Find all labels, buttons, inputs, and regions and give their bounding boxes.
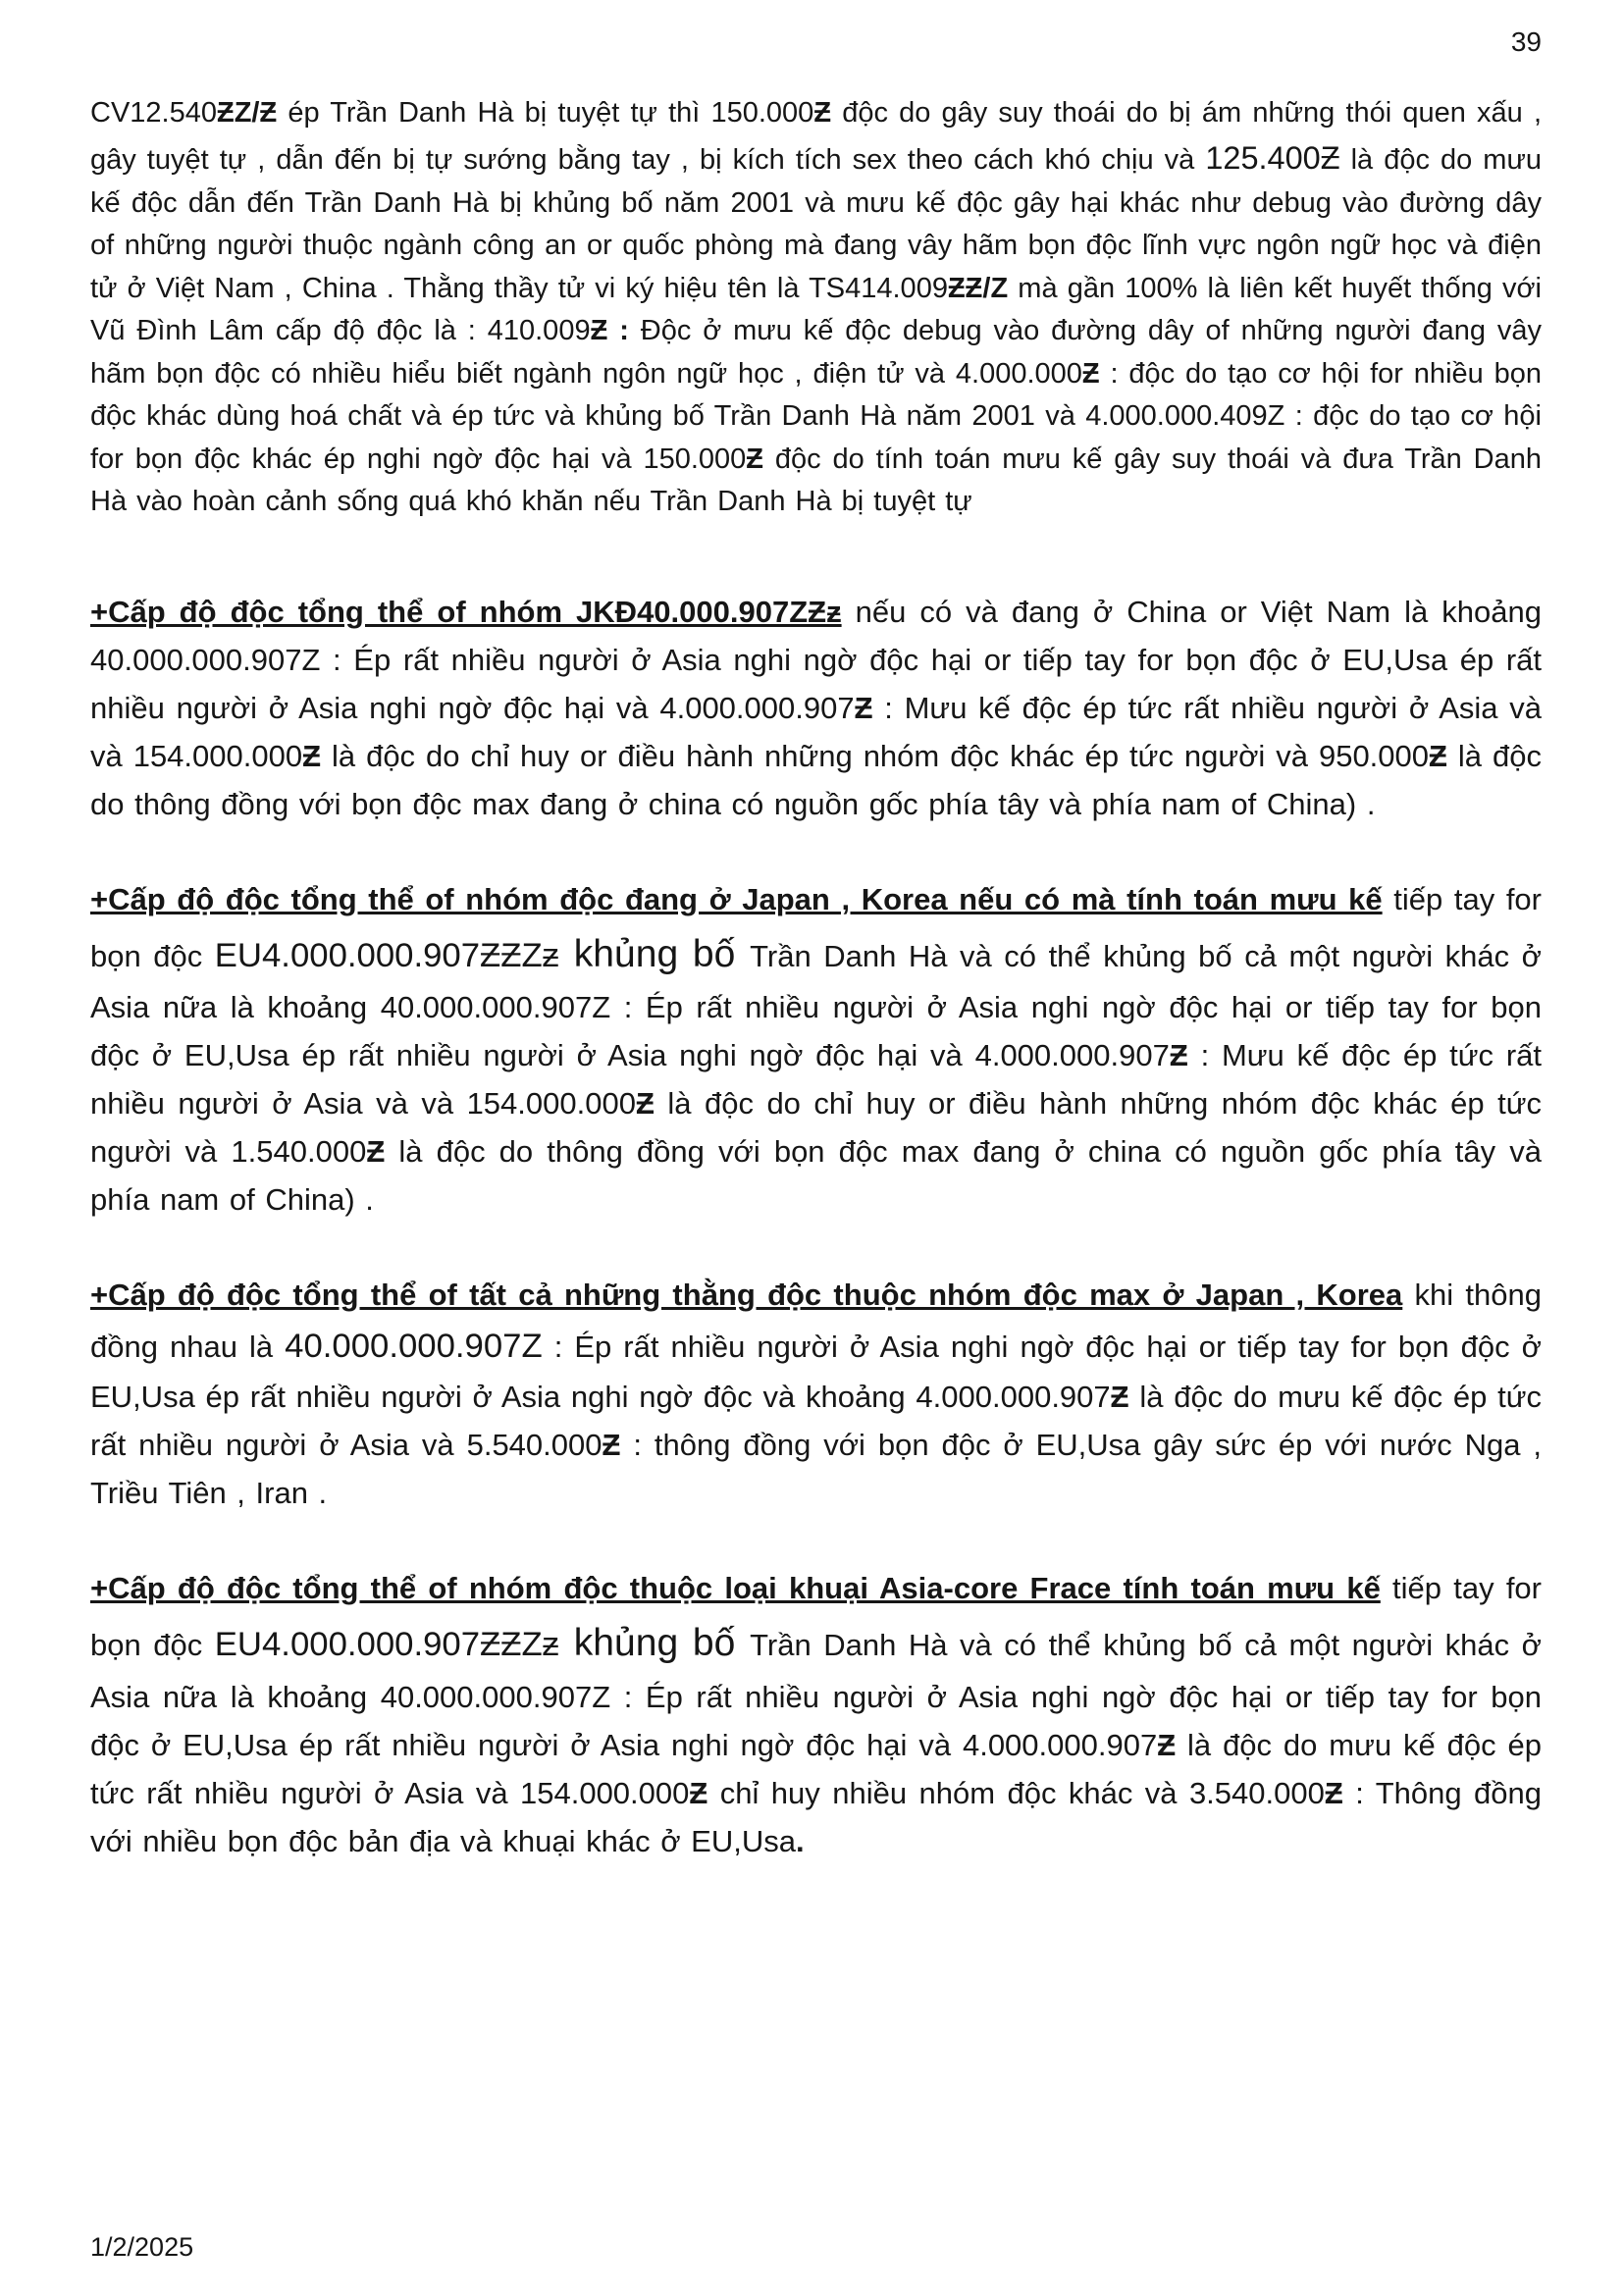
text-run: : độc do tạo cơ hội for nhiều bọn độc khác dùng hoá chất và ép tức và khủng bố Trần Danh Hà năm 2001 và 4.000.000.409Z : độc do tạo cơ hội for bọn độc khác ép nghi ngờ độc hại và 150.000 [90,357,1542,475]
text-run: chỉ huy nhiều nhóm độc khác và 3.540.000 [707,1775,1325,1810]
footer-date: 1/2/2025 [90,2232,194,2262]
text-run: tiếp tay for bọn độc [90,881,1542,973]
text-run: là độc do chỉ huy or điều hành những nhóm độc khác ép tức người và 1.540.000 [90,1086,1542,1170]
page-number: 39 [1510,26,1542,57]
text-run: Ƶ [302,738,322,773]
text-run: Trần Danh Hà và có thể khủng bố cả một người khác ở Asia nữa là khoảng 40.000.000.907Z : Ép rất nhiều người ở Asia nghi ngờ độc hại or tiếp tay for bọn độc ở EU,Usa ép rất nhiều người ở Asia nghi ngờ độc hại và 4.000.000.907 [90,1627,1542,1762]
paragraph [90,1565,1542,1866]
text-run: ép Trần Danh Hà bị tuyệt tự thì 150.000 [277,96,814,129]
text-run: : Ép rất nhiều người ở Asia nghi ngờ độc hại or tiếp tay for bọn độc ở EU,Usa ép rất nhiều người ở Asia nghi ngờ độc và khoảng 4.000.000.907 [90,1330,1542,1414]
paragraph [90,1272,1542,1518]
text-run: khủng bố [559,1621,751,1664]
text-run: Ƶ [813,96,832,129]
text-run: khủng bố [559,932,751,975]
text-run: là độc do mưu kế độc dẫn đến Trần Danh Hà bị khủng bố năm 2001 và mưu kế độc gây hại khác như debug vào đường dây of những người thuộc ngành công an or quốc phòng mà đang vây hãm bọn độc lĩnh vực ngôn ngữ học và điện tử ở Việt Nam , China . Thằng thầy tử vi ký hiệu tên là [90,144,1543,304]
text-run: Ƶ [689,1775,708,1810]
text-run: . [795,1823,805,1858]
text-run: là độc do thông đồng với bọn độc max đang ở china có nguồn gốc phía tây và phía nam of China) . [90,1134,1542,1218]
text-run: Ƶ [1110,1380,1129,1414]
paragraph-heading: +Cấp độ độc tổng thể of nhóm JKĐ40.000.907ZƵƶ [90,594,842,629]
text-run: Ƶ : [590,315,629,347]
text-run: Độc ở mưu kế độc debug vào đường dây of những người đang vây hãm bọn độc có nhiều hiểu biết ngành ngôn ngữ học , điện tử và 4.000.000 [90,315,1542,390]
text-run: là độc do chỉ huy or điều hành những nhóm độc khác ép tức người và 950.000 [321,738,1430,773]
text-run: mà gần 100% là liên kết huyết thống với Vũ Đình Lâm cấp độ độc là : 410.009 [90,272,1542,347]
text-run: Ƶ [366,1134,386,1170]
text-run: : thông đồng với bọn độc ở EU,Usa gây sức ép với nước Nga , Triều Tiên , Iran . [90,1427,1542,1510]
text-run: EU4.000.000.907ƵƵZƶ [214,936,560,974]
text-run: độc do gây suy thoái do bị ám những thói quen xấu , gây tuyệt tự , dẫn đến bị tự sướng bằng tay , bị kích tích sex theo cách khó chịu và [90,96,1543,177]
paragraph-heading: +Cấp độ độc tổng thể of nhóm độc thuộc loại khuại Asia-core Frace tính toán mưu kế [90,1570,1381,1605]
paragraph [90,876,1542,1226]
text-run: Trần Danh Hà và có thể khủng bố cả một người khác ở Asia nữa là khoảng 40.000.000.907Z : Ép rất nhiều người ở Asia nghi ngờ độc hại or tiếp tay for bọn độc ở EU,Usa ép rất nhiều người ở Asia nghi ngờ độc hại và 4.000.000.907 [90,938,1542,1073]
text-run: : Mưu kế độc ép tức rất nhiều người ở Asia và và 154.000.000 [90,1038,1542,1122]
text-run: Ƶ [1081,357,1100,390]
text-run: Ƶ [1429,738,1447,773]
text-run: 125.400Ƶ [1205,140,1340,177]
text-run: EU4.000.000.907ƵƵZƶ [214,1625,560,1663]
paragraph-heading: +Cấp độ độc tổng thể of nhóm độc đang ở Japan , Korea nếu có mà tính toán mưu kế [90,881,1383,916]
text-run: tiếp tay for bọn độc [90,1570,1542,1662]
paragraph [90,589,1542,829]
text-run: Ƶ [1157,1727,1177,1762]
text-run: độc do tính toán mưu kế gây suy thoái và đưa Trần Danh Hà vào hoàn cảnh sống quá khó khăn nếu Trần Danh Hà bị tuyệt tự [90,443,1542,518]
text-run: là độc do thông đồng với bọn độc max đang ở china có nguồn gốc phía tây và phía nam of China) . [90,738,1542,821]
text-run: 40.000.000.907Z [285,1328,543,1366]
text-run: khi thông đồng nhau là [90,1278,1542,1365]
text-run: Ƶ [602,1427,621,1462]
paragraph-heading: +Cấp độ độc tổng thể of tất cả những thằng độc thuộc nhóm độc max ở Japan , Korea [90,1278,1403,1313]
text-run: : Mưu kế độc ép tức rất nhiều người ở Asia và và 154.000.000 [90,690,1542,773]
document-body [90,92,1542,1866]
text-run: Ƶ [1169,1038,1188,1073]
text-run: là độc do mưu kế độc ép tức rất nhiều người ở Asia và 154.000.000 [90,1727,1542,1810]
text-run: là độc do mưu kế độc ép tức rất nhiều người ở Asia và 5.540.000 [90,1380,1542,1462]
text-run: Ƶ [1324,1775,1343,1810]
text-run: : Thông đồng với nhiều bọn độc bản địa và khuại khác ở EU,Usa [90,1775,1542,1858]
text-run: TS414.009 [809,272,948,304]
paragraph [90,92,1542,524]
text-run: ƵƵ/Z [947,272,1009,304]
text-run: Ƶ [635,1086,655,1122]
text-run: nếu có và đang ở China or Việt Nam là khoảng 40.000.000.907Z : Ép rất nhiều người ở Asia nghi ngờ độc hại or tiếp tay for bọn độc ở EU,Usa ép rất nhiều người ở Asia nghi ngờ độc hại và 4.000.000.907 [90,594,1542,725]
text-run: Ƶ [854,690,873,725]
text-run: CV12.540 [90,96,217,129]
text-run: ƵZ/Ƶ [217,96,278,129]
text-run: Ƶ [746,443,764,475]
